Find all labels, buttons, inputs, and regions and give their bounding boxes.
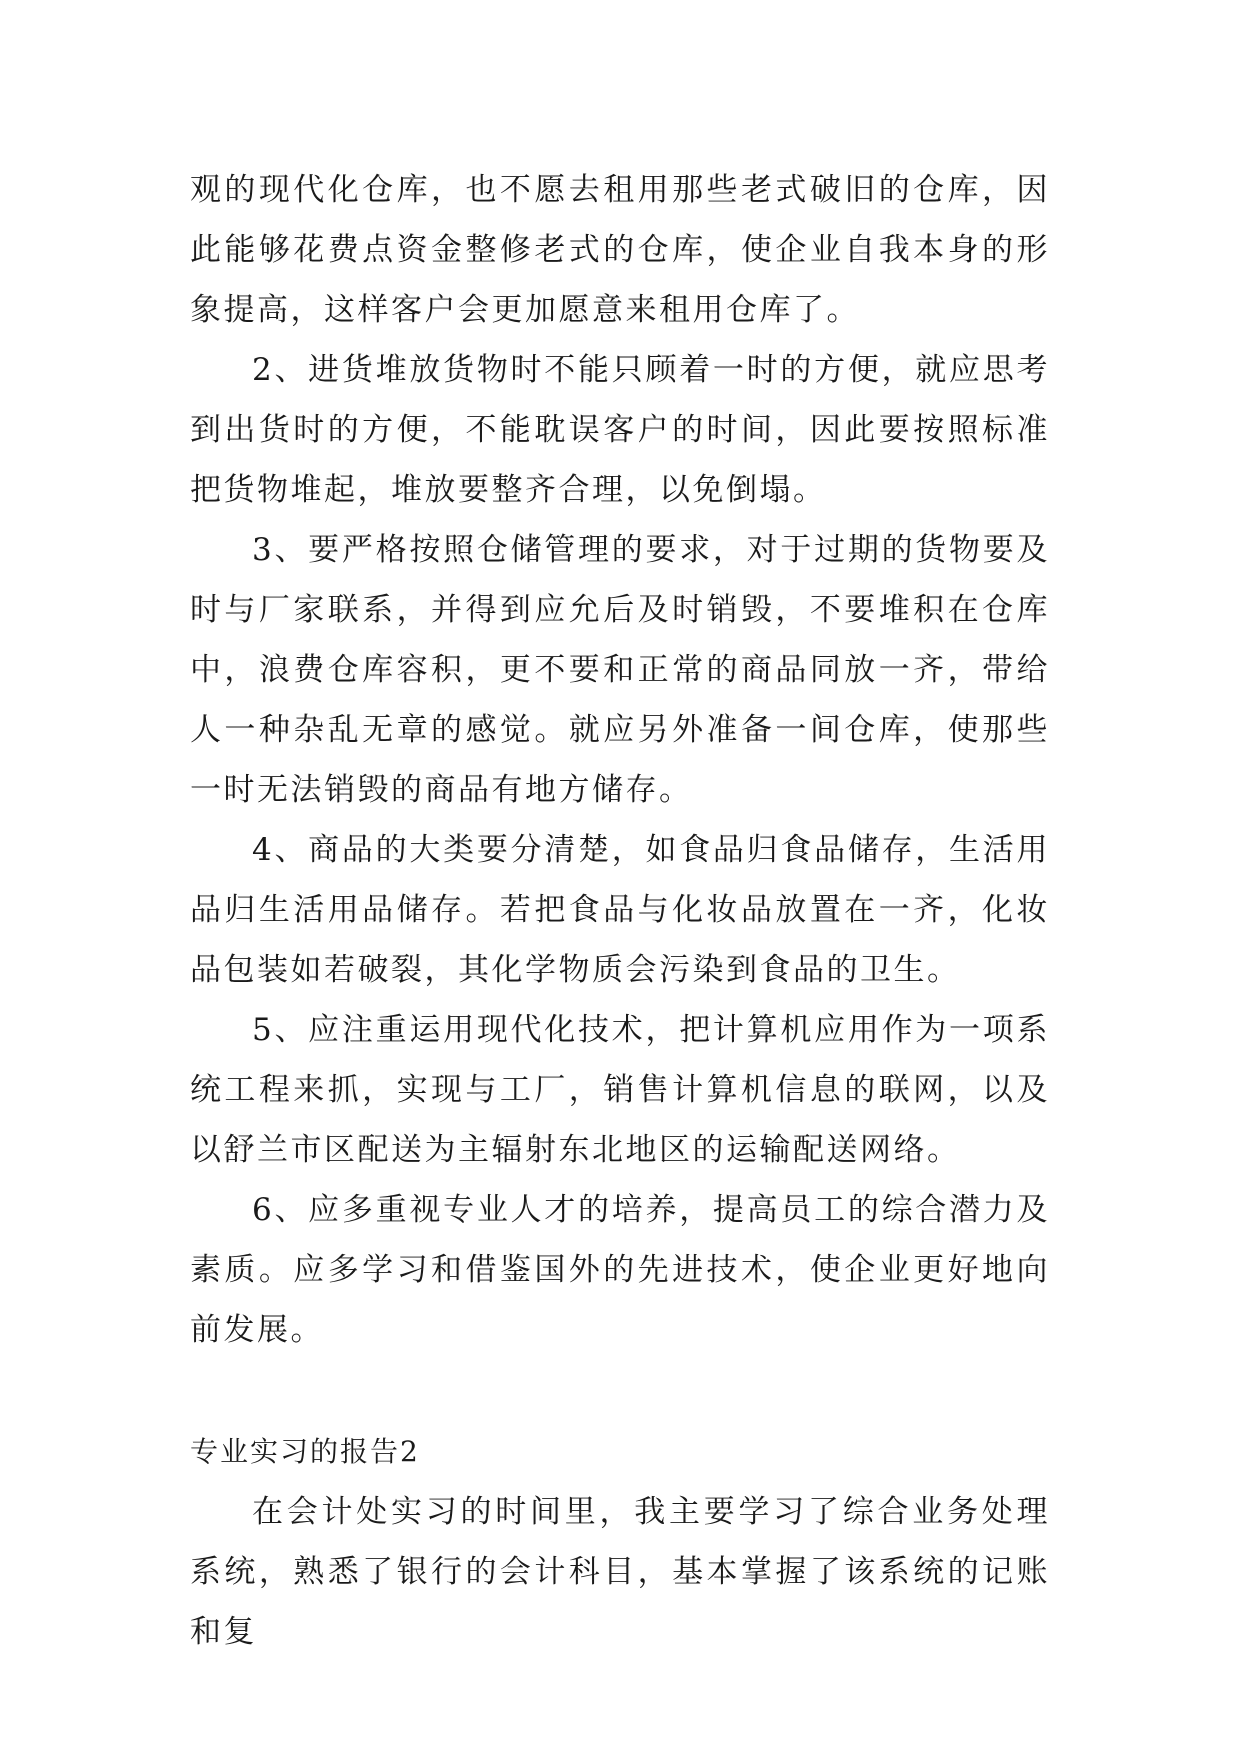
paragraph-item-3: 3、要严格按照仓储管理的要求，对于过期的货物要及时与厂家联系，并得到应允后及时销毁，不要堆积在仓库中，浪费仓库容积，更不要和正常的商品同放一齐，带给人一种杂乱无章的感觉。就应另外准备一间仓库，使那些一时无法销毁的商品有地方储存。: [190, 532, 1050, 808]
document-body: [190, 160, 1050, 1662]
section-title: 专业实习的报告2: [190, 1435, 420, 1468]
paragraph-report-2-intro: 在会计处实习的时间里，我主要学习了综合业务处理系统，熟悉了银行的会计科目，基本掌握了该系统的记账和复: [190, 1494, 1050, 1650]
paragraph-item-5: 5、应注重运用现代化技术，把计算机应用作为一项系统工程来抓，实现与工厂，销售计算机信息的联网，以及以舒兰市区配送为主辐射东北地区的运输配送网络。: [190, 1012, 1050, 1168]
paragraph-item-4: 4、商品的大类要分清楚，如食品归食品储存，生活用品归生活用品储存。若把食品与化妆品放置在一齐，化妆品包装如若破裂，其化学物质会污染到食品的卫生。: [190, 832, 1050, 988]
paragraph-item-6: 6、应多重视专业人才的培养，提高员工的综合潜力及素质。应多学习和借鉴国外的先进技术，使企业更好地向前发展。: [190, 1192, 1050, 1348]
paragraph-continuation: 观的现代化仓库，也不愿去租用那些老式破旧的仓库，因此能够花费点资金整修老式的仓库，使企业自我本身的形象提高，这样客户会更加愿意来租用仓库了。: [190, 172, 1050, 328]
paragraph-item-2: 2、进货堆放货物时不能只顾着一时的方便，就应思考到出货时的方便，不能耽误客户的时间，因此要按照标准把货物堆起，堆放要整齐合理，以免倒塌。: [190, 352, 1050, 508]
